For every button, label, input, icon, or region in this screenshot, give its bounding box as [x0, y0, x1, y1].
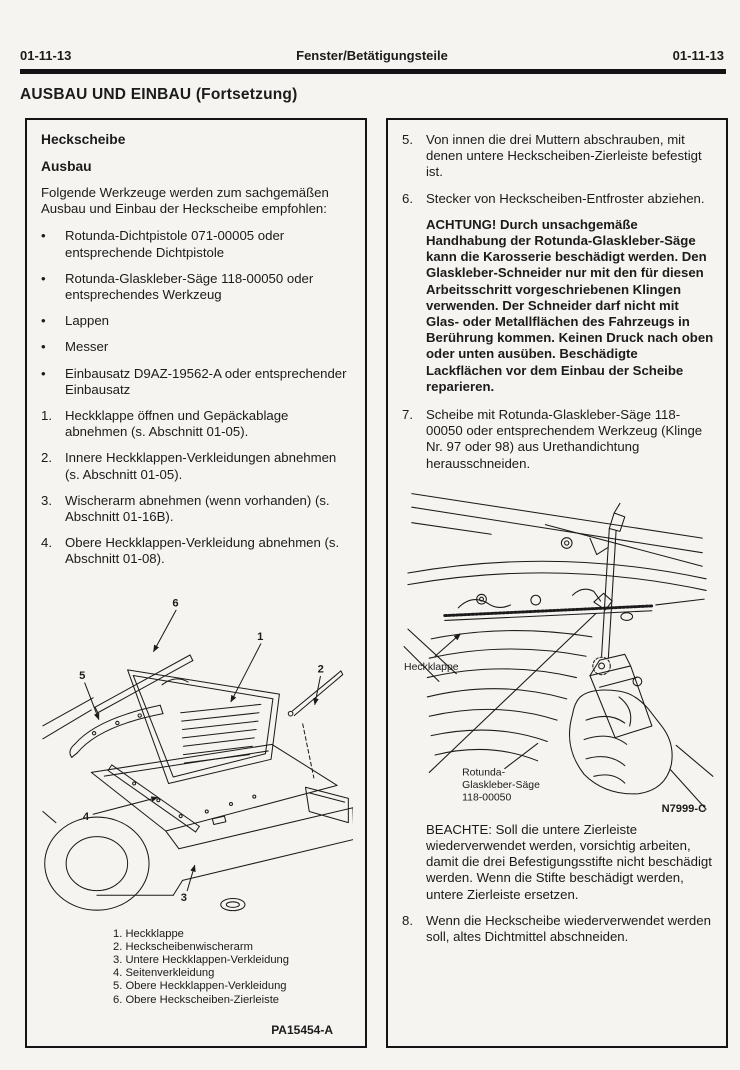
- bullet-text: Lappen: [65, 313, 110, 329]
- step-number: 8.: [402, 912, 413, 928]
- legend-item: 6. Obere Heckscheiben-Zierleiste: [113, 993, 280, 1006]
- car-rear-exploded-drawing: [41, 578, 353, 922]
- step-item: [402, 191, 714, 207]
- page-header: [20, 48, 724, 63]
- step-number: 2.: [41, 450, 52, 466]
- step-text: Stecker von Heckscheiben-Entfroster abziehen.: [426, 190, 705, 206]
- caution-paragraph: ACHTUNG! Durch unsachgemäße Handhabung der Rotunda-Glaskleber-Säge kann die Karosserie beschädigt werden. Den Glaskleber-Schneider nur mit den für diesen Arbeitsschritt vorgeschriebenen Klingen verwenden. Der Schneider darf nicht mit Glas- oder Metallflächen des Fahrzeugs in Berührung kommen. Keinen Druck nach oben oder unten ausüben. Beschädigte Lackflächen vor dem Einbau der Scheibe reparieren.: [426, 216, 714, 394]
- figure-id-right: N7999-C: [661, 802, 707, 815]
- step-text: Heckklappe öffnen und Gepäckablage abnehmen (s. Abschnitt 01-05).: [65, 408, 289, 440]
- step-text: Von innen die drei Muttern abschrauben, mit denen untere Heckscheiben-Zierleiste befestigt ist.: [426, 132, 702, 180]
- step-item: [41, 493, 353, 525]
- right-column: [386, 118, 728, 1048]
- left-column: [25, 118, 367, 1048]
- bullet-text: Messer: [65, 339, 109, 355]
- legend-item: 3. Untere Heckklappen-Verkleidung: [113, 954, 289, 967]
- bullet-icon: •: [41, 313, 46, 329]
- step-number: 1.: [41, 408, 52, 424]
- saw-cutting-figure: [402, 482, 714, 816]
- step-text: Wischerarm abnehmen (wenn vorhanden) (s. Abschnitt 01-16B).: [65, 492, 330, 525]
- note-paragraph: BEACHTE: Soll die untere Zierleiste wiederverwendet werden, vorsichtig arbeiten, damit die drei Befestigungsstifte nicht beschädigt werden. Wenn die Stifte beschädigt werden, untere Zierleiste ersetzen.: [426, 821, 712, 902]
- glass-saw-drawing: [402, 482, 714, 816]
- step-number: 7.: [402, 407, 413, 423]
- callout-3: 3: [180, 891, 187, 904]
- callout-5: 5: [79, 669, 86, 682]
- page-number-right: 01-11-13: [672, 48, 724, 63]
- figure-id-left: PA15454-A: [271, 1022, 333, 1037]
- bullet-text: Einbausatz D9AZ-19562-A oder entsprechender Einbausatz: [65, 365, 347, 397]
- hatch-label: Heckklappe: [404, 661, 459, 673]
- bullet-item: [41, 271, 353, 303]
- bullet-item: [41, 366, 353, 398]
- bullet-item: [41, 339, 353, 355]
- callout-4: 4: [82, 810, 90, 823]
- step-number: 4.: [41, 535, 52, 551]
- header-title: Fenster/Betätigungsteile: [296, 48, 448, 63]
- legend-item: 1. Heckklappe: [113, 927, 184, 940]
- bullet-icon: •: [41, 339, 46, 355]
- intro-paragraph: Folgende Werkzeuge werden zum sachgemäßen Ausbau und Einbau der Heckscheibe empfohlen:: [41, 185, 329, 217]
- step-text: Obere Heckklappen-Verkleidung abnehmen (s. Abschnitt 01-08).: [65, 535, 340, 567]
- header-rule: [20, 69, 726, 74]
- bullet-icon: •: [41, 270, 46, 286]
- step-item: [402, 407, 714, 472]
- callout-6: 6: [172, 597, 179, 610]
- step-text: Innere Heckklappen-Verkleidungen abnehmen (s. Abschnitt 01-05).: [65, 450, 337, 482]
- step-item: [402, 913, 714, 945]
- legend-item: 2. Heckscheibenwischerarm: [113, 940, 253, 953]
- step-item: [402, 132, 714, 181]
- heading-heckscheibe: Heckscheibe: [41, 132, 126, 147]
- step-item: [41, 408, 353, 440]
- heading-ausbau: Ausbau: [41, 159, 92, 174]
- tool-label-line1: Rotunda-: [462, 767, 506, 779]
- page-number-left: 01-11-13: [20, 48, 72, 63]
- step-number: 3.: [41, 492, 52, 508]
- step-item: [41, 535, 353, 567]
- step-number: 6.: [402, 190, 413, 206]
- legend-item: 5. Obere Heckklappen-Verkleidung: [113, 980, 287, 993]
- figure-legend: [113, 928, 353, 1007]
- bullet-item: [41, 228, 353, 260]
- step-text: Scheibe mit Rotunda-Glaskleber-Säge 118-00050 oder entsprechendem Werkzeug (Klinge Nr. 97 oder 98) aus Urethandichtung herausschneiden.: [426, 407, 703, 471]
- callout-2: 2: [317, 663, 324, 676]
- bullet-text: Rotunda-Glaskleber-Säge 118-00050 oder entsprechendes Werkzeug: [65, 270, 314, 303]
- section-title: AUSBAU UND EINBAU (Fortsetzung): [20, 86, 298, 103]
- tool-label-line2: Glaskleber-Säge: [462, 779, 540, 791]
- callout-1: 1: [257, 630, 264, 643]
- step-text: Wenn die Heckscheibe wiederverwendet werden soll, altes Dichtmittel abschneiden.: [426, 912, 711, 945]
- step-number: 5.: [402, 132, 413, 147]
- legend-item: 4. Seitenverkleidung: [113, 967, 215, 980]
- bullet-item: [41, 313, 353, 329]
- bullet-icon: •: [41, 228, 46, 244]
- exploded-view-figure: [41, 578, 353, 922]
- tool-label-line3: 118-00050: [462, 792, 512, 804]
- bullet-text: Rotunda-Dichtpistole 071-00005 oder entsprechende Dichtpistole: [65, 228, 285, 260]
- step-item: [41, 450, 353, 482]
- bullet-icon: •: [41, 365, 46, 381]
